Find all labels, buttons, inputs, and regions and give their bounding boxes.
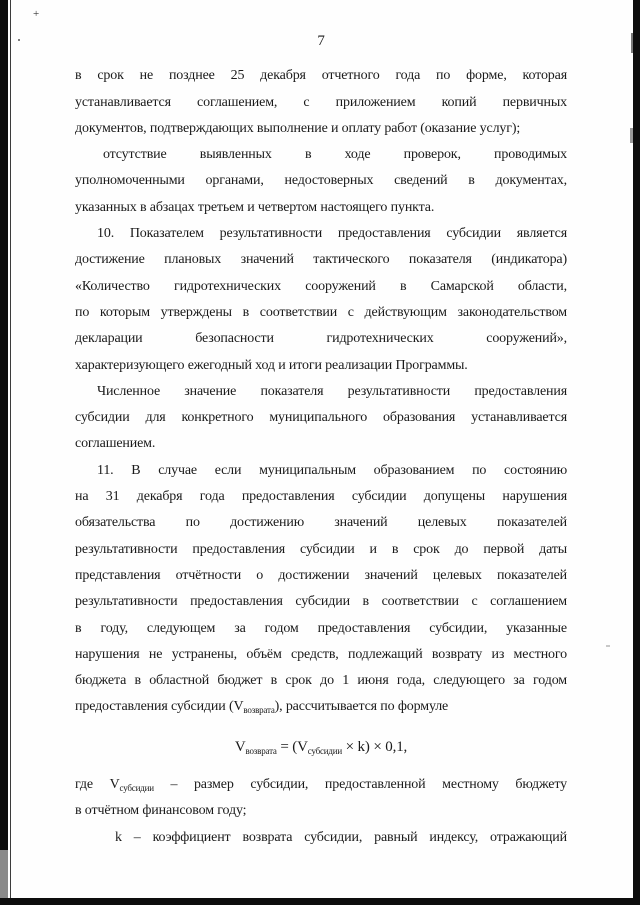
scan-artifact-speck [18,39,20,41]
paragraph-item-10 [75,221,567,379]
text-line: 11. В случае если муниципальным образованием по состоянию [97,462,567,478]
subscript-subsidii: субсидии [119,783,154,794]
paragraph-continuation [75,63,567,142]
text-line-with-subscript [75,772,567,798]
text-line-with-subscript [75,694,567,720]
text-line: достижение плановых значений тактического показателя (индикатора) [75,252,567,268]
scan-artifact-nub [630,128,633,143]
formula-variable: V [234,738,246,755]
text-line: характеризующего ежегодный ход и итоги реализации Программы. [75,357,468,373]
paragraph-numeric-value [75,379,567,458]
text-line: указанных в абзацах третьем и четвертом настоящего пункта. [75,199,435,215]
text-line: на 31 декабря года предоставления субсидии допущены нарушения [75,489,567,505]
text-line: нарушения не устранены, объём средств, подлежащий возврату из местного [75,646,567,662]
page-number: 7 [317,33,325,49]
scan-edge-bar-right [633,0,640,905]
scan-artifact-speck: + [33,8,40,20]
scan-edge-bar-left-fade [0,850,8,898]
text-line: обязательства по достижению значений целевых показателей [75,515,567,531]
text-line: в срок не позднее 25 декабря отчетного года по форме, которая [75,68,567,84]
text-line: «Количество гидротехнических сооружений в Самарской области, [75,278,567,294]
text-segment: где V [75,777,120,793]
subscript-vozvrata: возврата [243,705,275,716]
text-line: отсутствие выявленных в ходе проверок, проводимых [103,147,567,163]
text-segment: предоставления субсидии (V [75,699,244,715]
return-amount-formula [75,734,567,760]
text-line: 10. Показателем результативности предоставления субсидии является [97,226,567,242]
paragraph-absence-clause [75,142,567,221]
paragraph-where-v [75,772,567,825]
text-line: уполномоченными органами, недостоверных сведений в документах, [75,173,567,189]
text-line: декларации безопасности гидротехнических сооружений», [75,331,567,347]
formula-tail: × k) × 0,1, [342,738,408,755]
text-line: документов, подтверждающих выполнение и оплату работ (оказание услуг); [75,120,521,136]
text-line: Численное значение показателя результативности предоставления [97,383,567,399]
scan-artifact-nub [631,33,633,53]
paragraph-k-coefficient [75,825,567,851]
text-line: в отчётном финансовом году; [75,803,247,819]
page-content [75,28,567,851]
text-line: результативности предоставления субсидии и в срок до первой даты [75,541,567,557]
text-line: представления отчётности о достижении значений целевых показателей [75,567,567,583]
scan-edge-bar-left [0,0,8,905]
scan-edge-bar-bottom [0,898,640,905]
text-line: результативности предоставления субсидии в соответствии с соглашением [75,594,567,610]
text-line: по которым утверждены в соответствии с действующим законодательством [75,304,567,320]
subscript-subsidii: субсидии [307,745,343,756]
text-line: k – коэффициент возврата субсидии, равный индексу, отражающий [115,829,567,845]
scan-edge-line-left [10,0,11,905]
text-line: в году, следующем за годом предоставления субсидии, указанные [75,620,567,636]
text-line: субсидии для конкретного муниципального образования устанавливается [75,410,567,426]
text-segment: ), рассчитывается по формуле [274,699,449,715]
formula-operator: = (V [276,738,308,755]
text-line: бюджета в областной бюджет в срок до 1 июня года, следующего за годом [75,673,567,689]
scan-artifact-speck [606,645,610,647]
spacer [75,54,567,63]
text-line: соглашением. [75,436,156,452]
paragraph-item-11 [75,458,567,721]
text-line: устанавливается соглашением, с приложением копий первичных [75,94,567,110]
subscript-vozvrata: возврата [245,745,277,756]
text-segment: – размер субсидии, предоставленной местному бюджету [153,777,567,793]
